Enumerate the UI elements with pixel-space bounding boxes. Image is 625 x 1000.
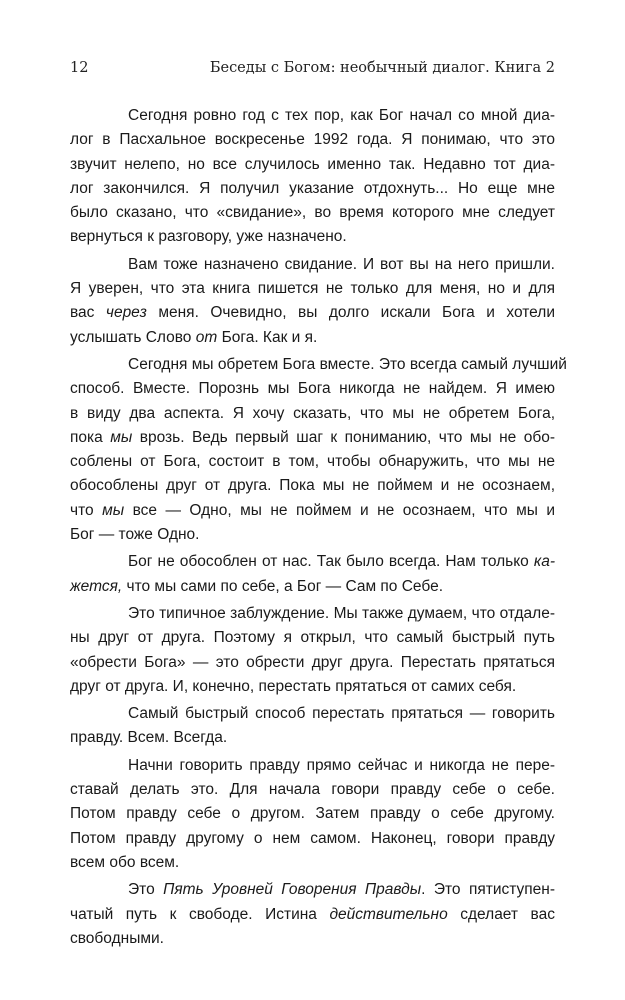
italic-text: мы xyxy=(110,428,133,446)
text-run: сделает вас xyxy=(447,905,555,923)
text-line xyxy=(70,301,555,325)
text-line xyxy=(70,675,555,699)
italic-text: Пять Уровней Говорения Правды xyxy=(163,881,422,899)
text-line xyxy=(70,550,555,574)
italic-text: жется, xyxy=(70,577,123,595)
text-line xyxy=(70,499,555,523)
text-run: Это xyxy=(128,881,164,899)
text-line xyxy=(70,778,555,802)
text-run: свободными. xyxy=(70,929,164,947)
text-run: Вам тоже назначено свидание. И вот вы на него пришли. xyxy=(128,255,555,273)
italic-text: ка- xyxy=(533,553,555,571)
text-run: меня. Очевидно, вы долго искали Бога и хотели xyxy=(146,304,555,322)
text-line xyxy=(70,702,555,726)
paragraph xyxy=(70,602,555,699)
text-run: обособлены друг от друга. Пока мы не поймем и не осознаем, xyxy=(70,477,555,495)
paragraph xyxy=(70,253,555,350)
text-line xyxy=(70,754,555,778)
italic-text: действительно xyxy=(329,905,448,923)
text-run: способ. Вместе. Порознь мы Бога никогда не найдем. Я имею xyxy=(70,380,555,398)
text-line xyxy=(70,903,555,927)
text-run: Сегодня ровно год с тех пор, как Бог начал со мной диа- xyxy=(128,107,555,124)
text-run: звучит нелепо, но все случилось именно так. Недавно тот диа- xyxy=(70,155,555,173)
text-line xyxy=(70,201,555,225)
paragraph xyxy=(70,550,555,599)
text-run: Бог не обособлен от нас. Так было всегда. Нам только xyxy=(128,553,534,571)
text-run: в виду два аспекта. Я хочу сказать, что мы не обретем Бога, xyxy=(70,404,555,422)
text-run: . Это пятиступен- xyxy=(421,881,555,899)
text-line xyxy=(70,426,555,450)
text-line xyxy=(70,450,555,474)
text-run: Самый быстрый способ перестать прятаться — говорить xyxy=(128,705,555,723)
text-run: все — Одно, мы не поймем и не осознаем, что мы и xyxy=(124,501,555,519)
text-line xyxy=(70,128,555,152)
text-line xyxy=(70,878,555,902)
text-run: правду. Всем. Всегда. xyxy=(70,729,228,747)
text-run: чатый путь к свободе. Истина xyxy=(70,905,330,923)
text-line xyxy=(70,277,555,301)
italic-text: от xyxy=(195,328,218,346)
text-run: Я уверен, что эта книга пишется не только для меня, но и для xyxy=(70,280,555,298)
running-title: Беседы с Богом: необычный диалог. Книга 2 xyxy=(209,60,555,76)
italic-text: мы xyxy=(102,501,125,519)
text-line xyxy=(70,474,555,498)
text-line xyxy=(70,402,555,426)
text-run: ны друг от друга. Поэтому я открыл, что самый быстрый путь xyxy=(70,629,555,647)
text-run: вернуться к разговору, уже назначено. xyxy=(70,228,347,246)
paragraph xyxy=(70,878,555,951)
text-line xyxy=(70,575,555,599)
text-line xyxy=(70,802,555,826)
italic-text: через xyxy=(105,304,147,322)
text-run: Сегодня мы обретем Бога вместе. Это всегда самый лучший xyxy=(128,355,567,373)
text-run: Бог — тоже Одно. xyxy=(70,526,200,544)
text-line xyxy=(70,377,555,401)
paragraph xyxy=(70,104,555,250)
text-run: Начни говорить правду прямо сейчас и никогда не пере- xyxy=(128,756,555,774)
text-run: соблены от Бога, состоит в том, чтобы обнаружить, что мы не xyxy=(70,453,555,471)
text-run: пока xyxy=(70,428,111,446)
text-line xyxy=(70,851,555,875)
text-line xyxy=(70,927,555,951)
paragraph xyxy=(70,353,567,547)
text-run: вас xyxy=(70,304,106,322)
text-run: друг от друга. И, конечно, перестать прятаться от самих себя. xyxy=(70,677,517,695)
text-line xyxy=(70,602,555,626)
text-run: лог закончился. Я получил указание отдохнуть... Но еще мне xyxy=(70,179,555,197)
page-number: 12 xyxy=(70,60,89,76)
text-run: Потом правду себе о другом. Затем правду о себе другому. xyxy=(70,805,555,823)
text-line xyxy=(70,153,555,177)
text-line xyxy=(70,353,567,377)
page-body xyxy=(70,104,567,954)
text-run: ставай делать это. Для начала говори правду себе о себе. xyxy=(70,781,555,799)
text-run: Потом правду другому о нем самом. Наконец, говори правду xyxy=(70,829,555,847)
text-line xyxy=(70,827,555,851)
text-line xyxy=(70,177,555,201)
text-run: врозь. Ведь первый шаг к пониманию, что мы не обо- xyxy=(132,428,555,446)
text-run: «обрести Бога» — это обрести друг друга. Перестать прятаться xyxy=(70,653,555,671)
text-line xyxy=(70,104,555,128)
text-run: Бога. Как и я. xyxy=(217,328,318,346)
text-run: было сказано, что «свидание», во время которого мне следует xyxy=(70,204,555,222)
text-line xyxy=(70,726,555,750)
text-run: что мы сами по себе, а Бог — Сам по Себе. xyxy=(122,577,443,595)
text-run: что xyxy=(70,501,103,519)
text-run: лог в Пасхальное воскресенье 1992 года. Я понимаю, что это xyxy=(70,131,555,149)
text-run: услышать Слово xyxy=(70,328,196,346)
text-run: всем обо всем. xyxy=(70,853,180,871)
text-line xyxy=(70,651,555,675)
text-line xyxy=(70,326,555,350)
text-run: Это типичное заблуждение. Мы также думаем, что отдале- xyxy=(128,604,555,622)
text-line xyxy=(70,253,555,277)
text-line xyxy=(70,626,555,650)
text-line xyxy=(70,225,555,249)
paragraph xyxy=(70,754,555,875)
text-line xyxy=(70,523,555,547)
paragraph xyxy=(70,702,555,751)
